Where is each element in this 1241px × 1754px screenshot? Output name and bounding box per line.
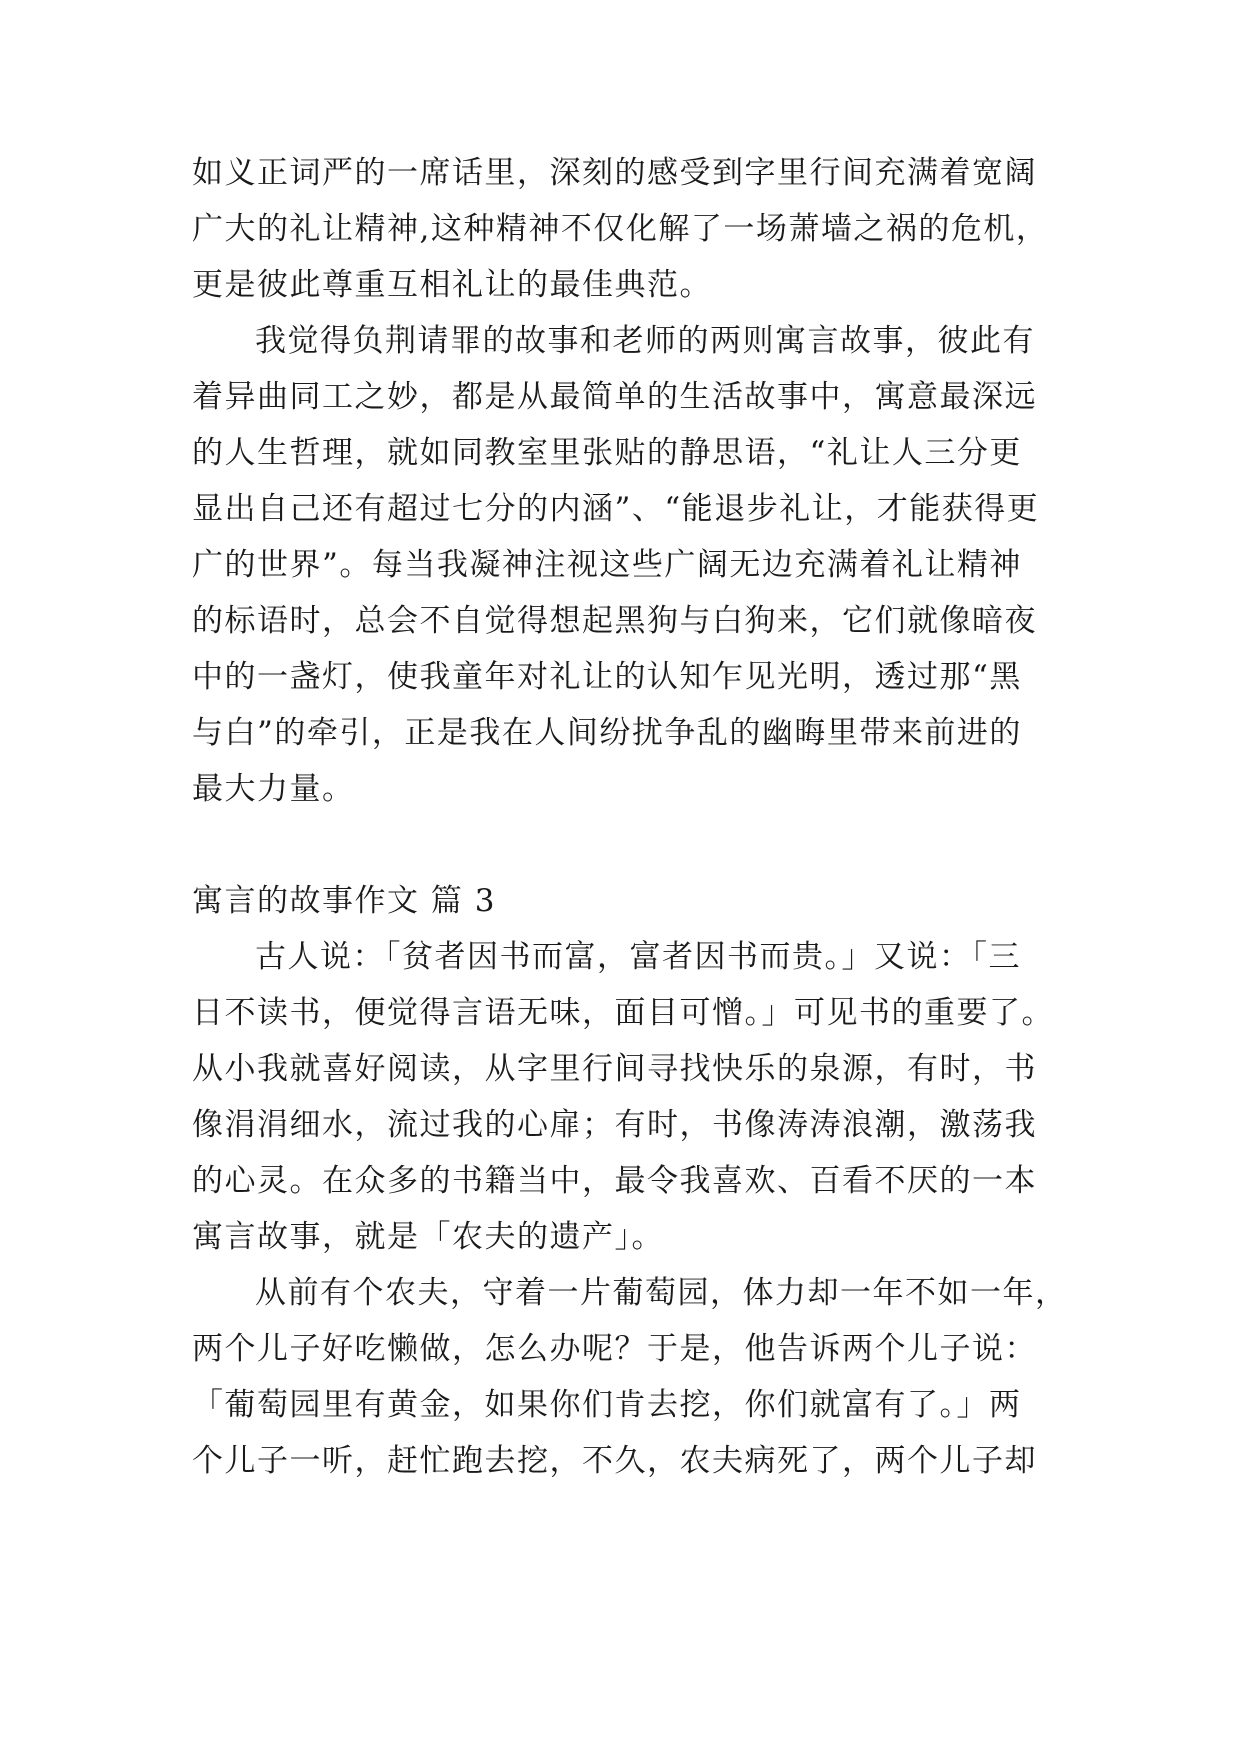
text-line: 中的一盏灯，使我童年对礼让的认知乍见光明，透过那“黑 [192, 659, 1022, 695]
text-line: 广的世界”。每当我凝神注视这些广阔无边充满着礼让精神 [192, 547, 1022, 583]
text-line: 更是彼此尊重互相礼让的最佳典范。 [192, 267, 712, 303]
text-line: 的人生哲理，就如同教室里张贴的静思语，“礼让人三分更 [192, 435, 1022, 471]
text-line: 的心灵。在众多的书籍当中，最令我喜欢、百看不厌的一本 [192, 1163, 1037, 1199]
text-line: 寓言故事，就是「农夫的遗产」。 [192, 1219, 664, 1255]
text-line: 从前有个农夫，守着一片葡萄园，体力却一年不如一年， [255, 1275, 1068, 1311]
text-line: 的标语时，总会不自觉得想起黑狗与白狗来，它们就像暗夜 [192, 603, 1037, 639]
text-line: 日不读书，便觉得言语无味，面目可憎。」可见书的重要了。 [192, 995, 1054, 1031]
text-line: 古人说：「贫者因书而富，富者因书而贵。」又说：「三 [255, 939, 1021, 975]
text-line: 个儿子一听，赶忙跑去挖，不久，农夫病死了，两个儿子却 [192, 1443, 1037, 1479]
text-line: 从小我就喜好阅读，从字里行间寻找快乐的泉源，有时，书 [192, 1051, 1037, 1087]
text-line: 像涓涓细水，流过我的心扉；有时，书像涛涛浪潮，激荡我 [192, 1107, 1037, 1143]
text-line: 广大的礼让精神,这种精神不仅化解了一场萧墙之祸的危机， [192, 211, 1049, 247]
section-heading: 寓言的故事作文 篇 3 [192, 883, 496, 919]
text-line: 显出自己还有超过七分的内涵”、“能退步礼让，才能获得更 [192, 491, 1040, 527]
text-line: 两个儿子好吃懒做，怎么办呢？于是，他告诉两个儿子说： [192, 1331, 1037, 1367]
text-line: 我觉得负荆请罪的故事和老师的两则寓言故事，彼此有 [255, 323, 1035, 359]
text-line: 与白”的牵引，正是我在人间纷扰争乱的幽晦里带来前进的 [192, 715, 1022, 751]
text-line: 最大力量。 [192, 771, 355, 807]
text-line: 如义正词严的一席话里，深刻的感受到字里行间充满着宽阔 [192, 155, 1037, 191]
text-line: 「葡萄园里有黄金，如果你们肯去挖，你们就富有了。」两 [192, 1387, 1022, 1423]
text-line: 着异曲同工之妙，都是从最简单的生活故事中，寓意最深远 [192, 379, 1037, 415]
